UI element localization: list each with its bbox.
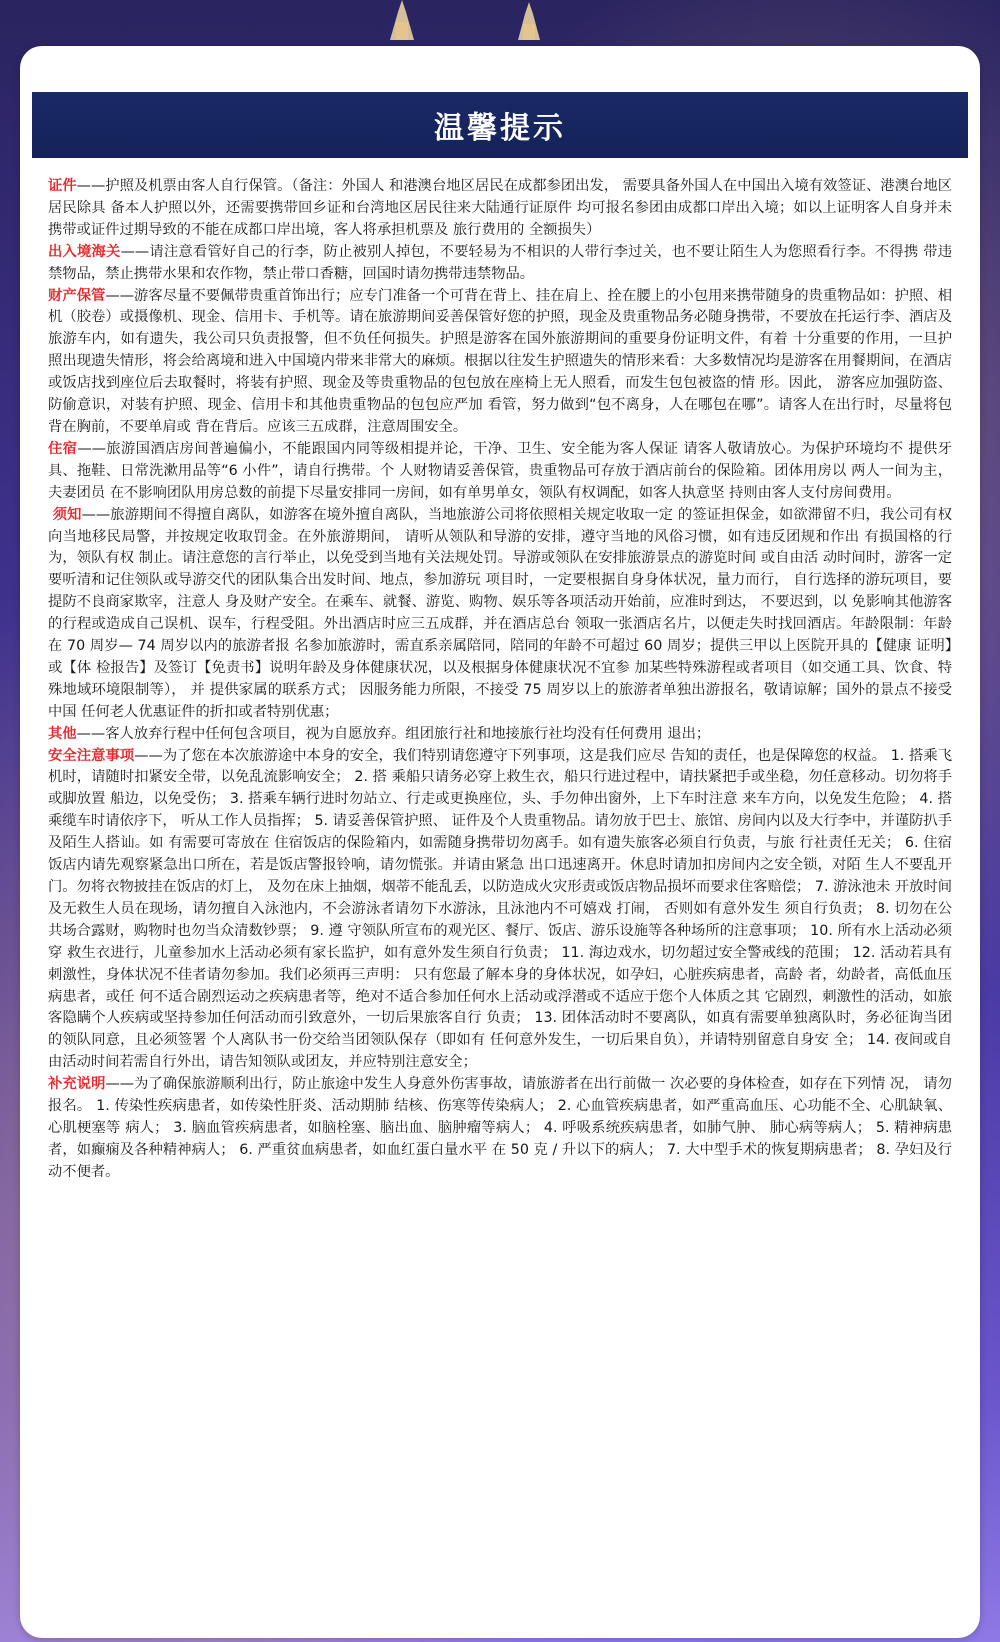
section-term: 补充说明 bbox=[48, 1076, 106, 1093]
section-text: ——为了您在本次旅游途中本身的安全，我们特别请您遵守下列事项，这是我们应尽 告知的责任，也是保障您的权益。 1. 搭乘飞机时，请随时扣紧安全带，以免乱流影响安全； 2. 搭 乘船只请务必穿上救生衣，船只行进过程中，请扶紧把手或坐稳，勿任意移动。切勿将手或脚放置 船边，以免受伤； 3. 搭乘车辆行进时勿站立、行走或更换座位，头、手勿伸出窗外，上下车时注意 来车方向，以免发生危险； 4. 搭乘缆车时请依序下， 听从工作人员指挥； 5. 请妥善保管护照、 证件及个人贵重物品。请勿放于巴士、旅馆、房间内以及大行李中，并谨防扒手及陌生人搭讪。如 有需要可寄放在 住宿饭店的保险箱内，如需随身携带切勿离手。如有遗失旅客必须自行负责，与旅 行社责任无关； 6. 住宿饭店内请先观察紧急出口所在，若是饭店警报铃响，请勿慌张。并请由紧急 出口迅速离开。休息时请加扣房间内之安全锁，对陌 生人不要乱开门。勿将衣物披挂在饭店的灯上， 及勿在床上抽烟，烟蒂不能乱丢，以防造成火灾形责或饭店物品损坏而要求住客赔偿； 7. 游泳池未 开放时间及无救生人员在现场，请勿擅自入泳池内，不会游泳者请勿下水游泳，且泳池内不可嬉戏 打闹， 否则如有意外发生 须自行负责； 8. 切勿在公共场合露财，购物时也勿当众清数钞票； 9. 遵 守领队所宣布的观光区、餐厅、饭店、游乐设施等各种场所的注意事项； 10. 所有水上活动必须穿 救生衣进行，儿童参加水上活动必须有家长监护，如有意外发生须自行负责； 11. 海边戏水，切勿超过安全警戒线的范围； 12. 活动若具有刺激性，身体状况不佳者请勿参加。我们必须再三声明： 只有您最了解本身的身体状况，如孕妇，心脏疾病患者，高龄 者，幼龄者，高低血压病患者，或任 何不适合剧烈运动之疾病患者等，绝对不适合参加任何水上活动或浮潜或不适应于您个人体质之其 它剧烈，刺激性的活动，如旅客隐瞒个人疾病或坚持参加任何活动而引致意外，一切后果旅客自行 负责； 13. 团体活动时不要离队，如真有需要单独离队时，务必征询当团的领队同意，且必须签署 个人离队书一份交给当团领队保存（即如有 任何意外发生，一切后果自负），并请特别留意自身安 全； 14. 夜间或自由活动时间若需自行外出，请告知领队或团友，并应特别注意安全； bbox=[48, 747, 952, 1071]
banner-title: 温馨提示 bbox=[434, 111, 566, 146]
city-skyline-decoration bbox=[0, 0, 1000, 40]
notice-card bbox=[20, 46, 980, 1638]
section-text: ——请注意看管好自己的行李，防止被别人掉包，不要轻易为不相识的人带行李过关，也不要让陌生人为您照看行李。不得携 带违禁物品，禁止携带水果和农作物，禁止带口香糖，回国时请勿携带违禁物品。 bbox=[48, 243, 953, 282]
section-term: 其他 bbox=[48, 725, 77, 742]
section-text: ——旅游期间不得擅自离队，如游客在境外擅自离队，当地旅游公司将依照相关规定收取一定 的签证担保金，如欲滞留不归，我公司有权向当地移民局警，并按规定收取罚金。在外旅游期间， 请听从领队和导游的安排，遵守当地的风俗习惯，如有违反团规和作出 有损国格的行为，领队有权 制止。请注意您的言行举止，以免受到当地有关法规处罚。导游或领队在安排旅游景点的游览时间 或自由活 动时间时，游客一定要听清和记住领队或导游交代的团队集合出发时间、地点，参加游玩 项目时，一定要根据自身身体状况，量力而行， 自行选择的游玩项目，要提防不良商家欺宰，注意人 身及财产安全。在乘车、就餐、游览、购物、娱乐等各项活动开始前，应准时到达， 不要迟到，以 免影响其他游客的行程或造成自己误机、误车，行程受阻。外出酒店时应三五成群，并在酒店总台 领取一张酒店名片，以便走失时找回酒店。年龄限制：年龄在 70 周岁— 74 周岁以内的旅游者报 名参加旅游时，需直系亲属陪同，陪同的年龄不可超过 60 周岁；提供三甲以上医院开具的【健康 证明】或【体 检报告】及签订【免责书】说明年龄及身体健康状况，以及根据身体健康状况不宜参 加某些特殊游程或者项目（如交通工具、饮食、特殊地域环境限制等）， 并 提供家属的联系方式； 因服务能力所限，不接受 75 周岁以上的旅游者单独出游报名，敬请谅解；国外的景点不接受中国 任何老人优惠证件的折扣或者特别优惠； bbox=[48, 506, 953, 720]
section-accommodation bbox=[48, 439, 952, 505]
section-property bbox=[48, 286, 952, 439]
section-term: 出入境海关 bbox=[48, 243, 121, 260]
section-term: 安全注意事项 bbox=[48, 747, 135, 764]
section-term: 住宿 bbox=[48, 440, 78, 457]
section-customs bbox=[48, 242, 952, 286]
section-text: ——为了确保旅游顺利出行，防止旅途中发生人身意外伤害事故，请旅游者在出行前做一 次必要的身体检查，如存在下列情 况， 请勿报名。 1. 传染性疾病患者，如传染性肝炎、活动期肺 结核、伤寒等传染病人； 2. 心血管疾病患者，如严重高血压、心功能不全、心肌缺氧、心肌梗塞等 病人； 3. 脑血管疾病患者，如脑栓塞、脑出血、脑肿瘤等病人； 4. 呼吸系统疾病患者，如肺气肿、 肺心病等病人； 5. 精神病患者，如癫痫及各种精神病人； 6. 严重贫血病患者，如血红蛋白量水平 在 50 克 / 升以下的病人； 7. 大中型手术的恢复期病患者； 8. 孕妇及行动不便者。 bbox=[48, 1076, 953, 1180]
section-supplement bbox=[48, 1074, 952, 1184]
section-text: ——客人放弃行程中任何包含项目，视为自愿放弃。组团旅行社和地接旅行社均没有任何费用 退出； bbox=[76, 725, 711, 742]
section-term: 须知 bbox=[52, 506, 82, 523]
section-text: ——旅游国酒店房间普遍偏小，不能跟国内同等级相提并论，干净、卫生、安全能为客人保证 请客人敬请放心。为保护环境均不 提供牙具、拖鞋、日常洗漱用品等“6 小件”，请自行携带。个 人财物请妥善保管，贵重物品可存放于酒店前台的保险箱。团体用房以 两人一间为主， 夫妻团员 在不影响团队用房总数的前提下尽量安排同一房间，如有单男单女，领队有权调配，如客人执意坚 持则由客人支付房间费用。 bbox=[48, 440, 952, 501]
section-text: ——护照及机票由客人自行保管。（备注：外国人 和港澳台地区居民在成都参团出发， 需要具备外国人在中国出入境有效签证、港澳台地区居民除具 备本人护照以外，还需要携带回乡证和台湾地区居民往来大陆通行证原件 均可报名参团由成都口岸出入境；如以上证明客人自身并未携带或证件过期导致的不能在成都口岸出境，客人将承担机票及 旅行费用的 全额损失） bbox=[48, 178, 952, 238]
section-text: ——游客尽量不要佩带贵重首饰出行；应专门准备一个可背在背上、挂在肩上、拴在腰上的小包用来携带随身的贵重物品如：护照、相机（胶卷）或摄像机、现金、信用卡、手机等。请在旅游期间妥善保管好您的护照，现金及贵重物品务必随身携带，不要放在托运行李、酒店及旅游车内，如有遗失，我公司只负责报警，但不负任何损失。护照是游客在国外旅游期间的重要身份证明文件，有着 十分重要的作用，一旦护照出现遗失情形，将会给离境和进入中国境内带来非常大的麻烦。根据以往发生护照遗失的情形来看：大多数情况均是游客在用餐期间，在酒店或饭店找到座位后去取餐时，将装有护照、现金及等贵重物品的包包放在座椅上无人照看，而发生包包被盗的情 形。因此， 游客应加强防盗、防偷意识，对装有护照、现金、信用卡和其他贵重物品的包包应严加 看管，努力做到“包不离身，人在哪包在哪”。请客人在出行时，尽量将包背在胸前，不要单肩或 背在背后。应该三五成群，注意周围安全。 bbox=[48, 287, 952, 435]
section-other bbox=[48, 724, 952, 746]
section-term: 财产保管 bbox=[48, 287, 106, 304]
section-notice bbox=[48, 505, 952, 724]
section-term: 证件 bbox=[48, 178, 77, 194]
title-banner bbox=[32, 92, 968, 158]
section-documents bbox=[48, 176, 952, 242]
section-safety bbox=[48, 746, 952, 1075]
notice-content bbox=[48, 176, 952, 1184]
